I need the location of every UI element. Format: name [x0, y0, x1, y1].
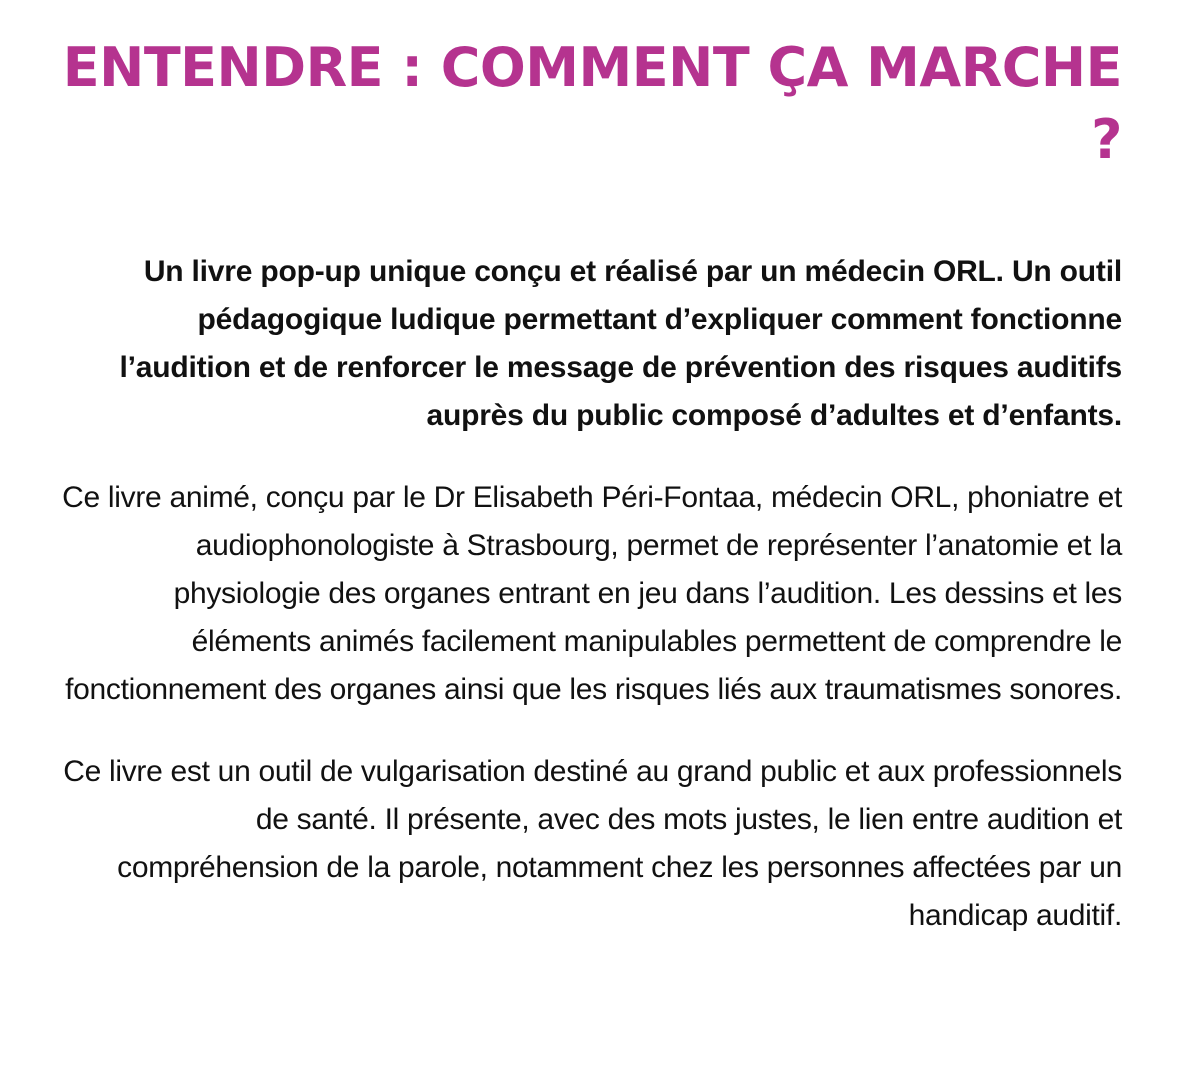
- body-paragraph-1: Ce livre animé, conçu par le Dr Elisabeth Péri-Fontaa, médecin ORL, phoniatre et audiophonologiste à Strasbourg, permet de représenter l’anatomie et la physiologie des organes entrant en jeu dans l’audition. Les dessins et les éléments animés facilement manipulables permettent de comprendre le fonctionnement des organes ainsi que les risques liés aux traumatismes sonores.: [62, 481, 1122, 706]
- article: [60, 32, 1122, 974]
- intro-paragraph: Un livre pop-up unique conçu et réalisé par un médecin ORL. Un outil pédagogique ludique permettant d’expliquer comment fonctionne l’audition et de renforcer le message de prévention des risques auditifs auprès du public composé d’adultes et d’enfants.: [119, 255, 1122, 432]
- page-title: ENTENDRE : COMMENT ÇA MARCHE ?: [62, 36, 1122, 171]
- body-paragraph-2: Ce livre est un outil de vulgarisation destiné au grand public et aux professionnels de santé. Il présente, avec des mots justes, le lien entre audition et compréhension de la parole, notamment chez les personnes affectées par un handicap auditif.: [63, 755, 1122, 932]
